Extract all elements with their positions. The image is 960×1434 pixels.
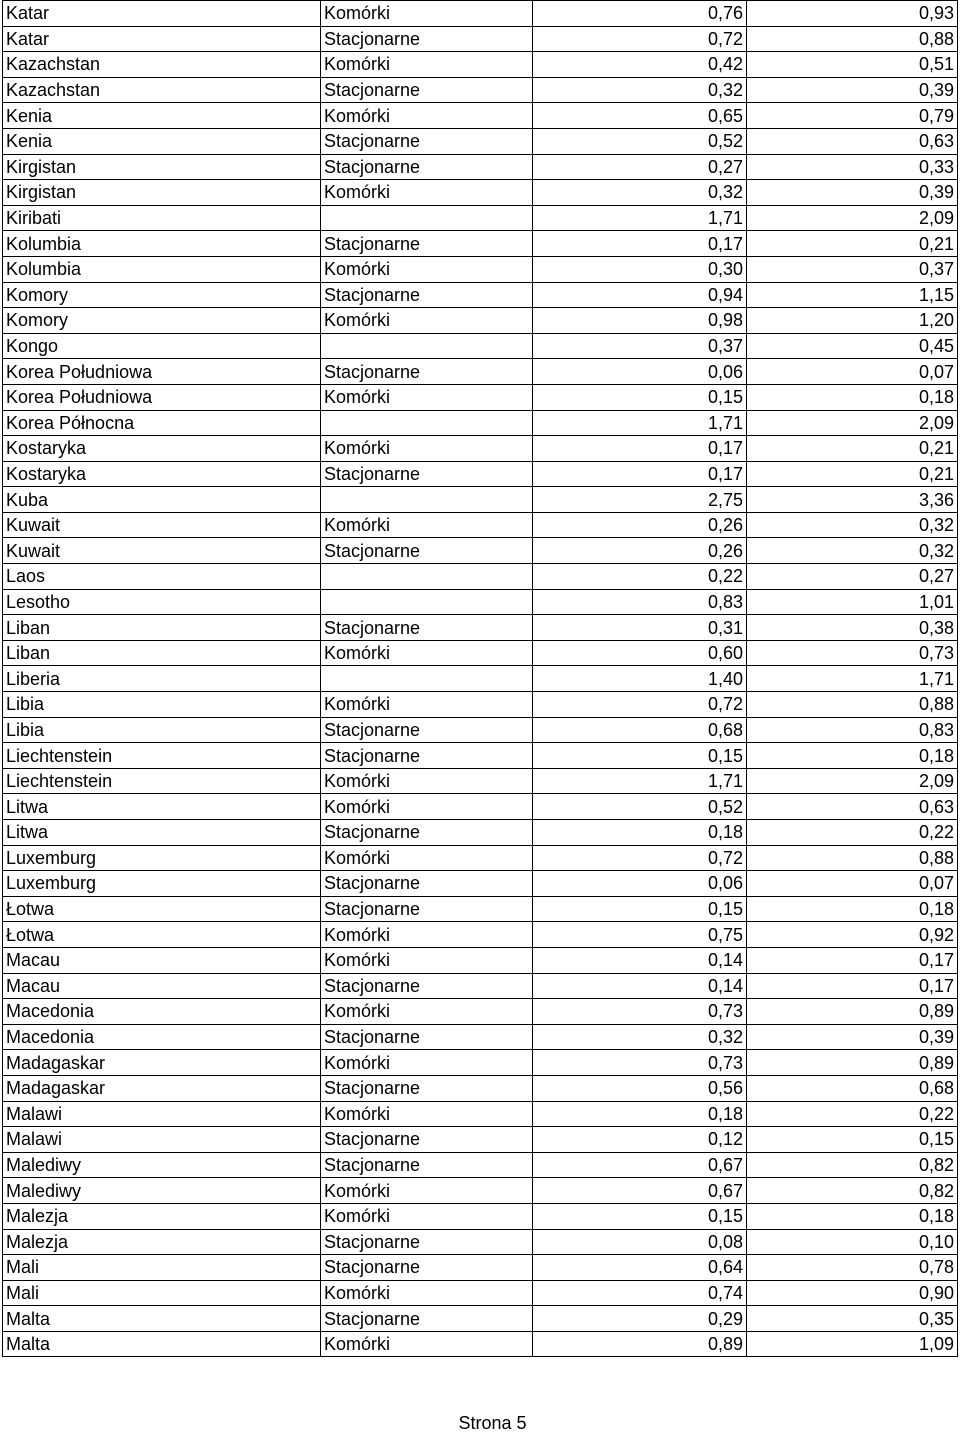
rate-2-cell: 0,21 [747,461,958,487]
line-type-cell: Stacjonarne [321,1229,533,1255]
line-type-cell: Komórki [321,52,533,78]
table-row [3,180,958,206]
table-row [3,487,958,513]
line-type-cell: Stacjonarne [321,77,533,103]
rate-1-cell: 0,60 [533,640,747,666]
rate-1-cell: 0,22 [533,564,747,590]
rate-1-cell: 0,06 [533,871,747,897]
table-row [3,77,958,103]
line-type-cell: Komórki [321,1,533,27]
country-cell: Madagaskar [3,1075,321,1101]
line-type-cell: Stacjonarne [321,717,533,743]
country-cell: Malta [3,1331,321,1357]
line-type-cell: Stacjonarne [321,231,533,257]
rate-2-cell: 0,89 [747,1050,958,1076]
line-type-cell: Stacjonarne [321,128,533,154]
country-cell: Komory [3,308,321,334]
table-row [3,1306,958,1332]
rate-2-cell: 0,37 [747,256,958,282]
rate-1-cell: 0,15 [533,384,747,410]
country-cell: Malediwy [3,1178,321,1204]
table-row [3,1127,958,1153]
rate-1-cell: 2,75 [533,487,747,513]
line-type-cell: Stacjonarne [321,359,533,385]
rate-2-cell: 0,22 [747,820,958,846]
rate-2-cell: 0,07 [747,871,958,897]
table-row [3,743,958,769]
line-type-cell: Komórki [321,692,533,718]
rate-1-cell: 0,94 [533,282,747,308]
rate-2-cell: 0,33 [747,154,958,180]
rate-1-cell: 0,17 [533,231,747,257]
rate-2-cell: 0,17 [747,947,958,973]
rate-2-cell: 0,78 [747,1255,958,1281]
country-cell: Liechtenstein [3,743,321,769]
rate-2-cell: 0,39 [747,77,958,103]
line-type-cell: Komórki [321,384,533,410]
line-type-cell: Komórki [321,103,533,129]
rate-2-cell: 1,09 [747,1331,958,1357]
rate-2-cell: 0,88 [747,692,958,718]
table-row [3,256,958,282]
country-cell: Lesotho [3,589,321,615]
rate-2-cell: 0,15 [747,1127,958,1153]
rate-2-cell: 3,36 [747,487,958,513]
rate-1-cell: 0,15 [533,743,747,769]
rates-table-body [3,1,958,1357]
rate-1-cell: 0,06 [533,359,747,385]
table-row [3,512,958,538]
table-row [3,538,958,564]
line-type-cell: Stacjonarne [321,743,533,769]
line-type-cell: Komórki [321,256,533,282]
country-cell: Kolumbia [3,256,321,282]
country-cell: Malawi [3,1127,321,1153]
rate-2-cell: 0,83 [747,717,958,743]
line-type-cell: Komórki [321,794,533,820]
table-row [3,692,958,718]
table-row [3,947,958,973]
country-cell: Macau [3,973,321,999]
rate-2-cell: 0,21 [747,436,958,462]
country-cell: Luxemburg [3,845,321,871]
line-type-cell: Komórki [321,1101,533,1127]
rate-1-cell: 0,17 [533,436,747,462]
table-row [3,103,958,129]
line-type-cell: Komórki [321,1050,533,1076]
rate-1-cell: 0,89 [533,1331,747,1357]
rate-2-cell: 0,89 [747,999,958,1025]
table-row [3,282,958,308]
line-type-cell: Stacjonarne [321,538,533,564]
line-type-cell: Stacjonarne [321,871,533,897]
country-cell: Łotwa [3,896,321,922]
rate-1-cell: 0,72 [533,692,747,718]
country-cell: Luxemburg [3,871,321,897]
country-cell: Litwa [3,820,321,846]
table-row [3,128,958,154]
rate-1-cell: 0,26 [533,512,747,538]
line-type-cell: Komórki [321,1331,533,1357]
rate-2-cell: 0,79 [747,103,958,129]
country-cell: Kirgistan [3,180,321,206]
rate-2-cell: 0,45 [747,333,958,359]
table-row [3,1050,958,1076]
rate-1-cell: 1,71 [533,205,747,231]
table-row [3,768,958,794]
rate-1-cell: 0,67 [533,1178,747,1204]
rate-2-cell: 0,68 [747,1075,958,1101]
rate-1-cell: 0,32 [533,77,747,103]
line-type-cell: Komórki [321,768,533,794]
line-type-cell: Komórki [321,1178,533,1204]
rate-2-cell: 0,22 [747,1101,958,1127]
country-cell: Liechtenstein [3,768,321,794]
line-type-cell [321,589,533,615]
table-row [3,1024,958,1050]
table-row [3,410,958,436]
rate-2-cell: 0,39 [747,180,958,206]
rate-2-cell: 0,88 [747,845,958,871]
rate-2-cell: 1,15 [747,282,958,308]
rate-1-cell: 0,83 [533,589,747,615]
country-cell: Malezja [3,1203,321,1229]
rate-1-cell: 0,37 [533,333,747,359]
country-cell: Liban [3,640,321,666]
rate-1-cell: 0,76 [533,1,747,27]
country-cell: Kostaryka [3,436,321,462]
country-cell: Kuwait [3,538,321,564]
rate-1-cell: 0,30 [533,256,747,282]
table-row [3,999,958,1025]
line-type-cell [321,333,533,359]
rate-1-cell: 0,42 [533,52,747,78]
line-type-cell: Stacjonarne [321,1255,533,1281]
line-type-cell: Stacjonarne [321,973,533,999]
line-type-cell [321,205,533,231]
rate-2-cell: 0,17 [747,973,958,999]
rate-2-cell: 0,82 [747,1152,958,1178]
rate-1-cell: 0,73 [533,999,747,1025]
rate-1-cell: 0,74 [533,1280,747,1306]
rate-1-cell: 0,64 [533,1255,747,1281]
rate-1-cell: 0,68 [533,717,747,743]
table-row [3,845,958,871]
country-cell: Madagaskar [3,1050,321,1076]
rate-1-cell: 0,52 [533,794,747,820]
rate-2-cell: 0,18 [747,743,958,769]
country-cell: Kenia [3,128,321,154]
table-row [3,871,958,897]
rate-2-cell: 0,27 [747,564,958,590]
rate-2-cell: 0,88 [747,26,958,52]
rate-2-cell: 0,63 [747,794,958,820]
rate-1-cell: 0,12 [533,1127,747,1153]
table-row [3,384,958,410]
rate-2-cell: 0,18 [747,896,958,922]
line-type-cell [321,487,533,513]
table-row [3,436,958,462]
table-row [3,1229,958,1255]
rate-2-cell: 0,39 [747,1024,958,1050]
country-cell: Kostaryka [3,461,321,487]
country-cell: Korea Południowa [3,384,321,410]
table-row [3,205,958,231]
rate-2-cell: 0,82 [747,1178,958,1204]
table-row [3,564,958,590]
rate-2-cell: 0,51 [747,52,958,78]
country-cell: Macedonia [3,1024,321,1050]
table-row [3,615,958,641]
table-row [3,794,958,820]
table-row [3,231,958,257]
line-type-cell: Stacjonarne [321,1306,533,1332]
rate-2-cell: 2,09 [747,768,958,794]
rate-2-cell: 0,32 [747,512,958,538]
rate-1-cell: 0,52 [533,128,747,154]
rate-1-cell: 0,67 [533,1152,747,1178]
rate-1-cell: 0,26 [533,538,747,564]
rate-2-cell: 0,21 [747,231,958,257]
rate-2-cell: 0,32 [747,538,958,564]
table-row [3,589,958,615]
line-type-cell: Stacjonarne [321,820,533,846]
rate-1-cell: 0,18 [533,1101,747,1127]
line-type-cell [321,410,533,436]
line-type-cell: Stacjonarne [321,461,533,487]
line-type-cell: Komórki [321,845,533,871]
rate-1-cell: 0,72 [533,26,747,52]
rate-1-cell: 0,72 [533,845,747,871]
line-type-cell: Komórki [321,999,533,1025]
rate-2-cell: 0,73 [747,640,958,666]
country-cell: Komory [3,282,321,308]
rate-1-cell: 0,14 [533,973,747,999]
rate-1-cell: 0,29 [533,1306,747,1332]
table-row [3,896,958,922]
country-cell: Kolumbia [3,231,321,257]
rate-1-cell: 0,15 [533,896,747,922]
table-row [3,1203,958,1229]
table-row [3,820,958,846]
table-row [3,1,958,27]
country-cell: Kuba [3,487,321,513]
country-cell: Kenia [3,103,321,129]
table-row [3,1331,958,1357]
country-cell: Malta [3,1306,321,1332]
line-type-cell: Stacjonarne [321,154,533,180]
line-type-cell: Stacjonarne [321,1024,533,1050]
table-row [3,52,958,78]
rate-1-cell: 0,18 [533,820,747,846]
rate-2-cell: 0,92 [747,922,958,948]
line-type-cell: Komórki [321,947,533,973]
table-row [3,1255,958,1281]
table-row [3,26,958,52]
rate-1-cell: 0,14 [533,947,747,973]
table-row [3,922,958,948]
table-row [3,1152,958,1178]
country-cell: Libia [3,717,321,743]
rate-1-cell: 0,56 [533,1075,747,1101]
page-footer: Strona 5 [458,1413,527,1433]
rate-1-cell: 0,73 [533,1050,747,1076]
country-cell: Kiribati [3,205,321,231]
rate-1-cell: 1,40 [533,666,747,692]
rate-2-cell: 0,63 [747,128,958,154]
rate-2-cell: 0,18 [747,384,958,410]
rate-1-cell: 0,31 [533,615,747,641]
rate-2-cell: 0,90 [747,1280,958,1306]
country-cell: Malawi [3,1101,321,1127]
country-cell: Liban [3,615,321,641]
line-type-cell: Komórki [321,640,533,666]
table-row [3,717,958,743]
rate-1-cell: 0,08 [533,1229,747,1255]
table-row [3,308,958,334]
rate-2-cell: 0,18 [747,1203,958,1229]
country-cell: Katar [3,1,321,27]
table-row [3,461,958,487]
rate-1-cell: 0,17 [533,461,747,487]
country-cell: Kongo [3,333,321,359]
country-cell: Laos [3,564,321,590]
country-cell: Korea Południowa [3,359,321,385]
rate-2-cell: 0,35 [747,1306,958,1332]
country-cell: Kazachstan [3,77,321,103]
rate-1-cell: 0,32 [533,1024,747,1050]
line-type-cell: Stacjonarne [321,1075,533,1101]
line-type-cell: Stacjonarne [321,282,533,308]
rate-2-cell: 1,71 [747,666,958,692]
country-cell: Libia [3,692,321,718]
table-row [3,359,958,385]
line-type-cell: Stacjonarne [321,615,533,641]
rate-1-cell: 0,32 [533,180,747,206]
line-type-cell: Stacjonarne [321,896,533,922]
line-type-cell: Stacjonarne [321,26,533,52]
country-cell: Kazachstan [3,52,321,78]
table-row [3,154,958,180]
rate-2-cell: 1,01 [747,589,958,615]
rates-table [2,0,958,1357]
country-cell: Malediwy [3,1152,321,1178]
rate-1-cell: 1,71 [533,410,747,436]
table-row [3,973,958,999]
country-cell: Mali [3,1255,321,1281]
line-type-cell: Komórki [321,1203,533,1229]
country-cell: Macedonia [3,999,321,1025]
rate-2-cell: 2,09 [747,205,958,231]
rate-2-cell: 0,10 [747,1229,958,1255]
rate-2-cell: 0,07 [747,359,958,385]
line-type-cell: Komórki [321,1280,533,1306]
country-cell: Łotwa [3,922,321,948]
rate-1-cell: 0,98 [533,308,747,334]
country-cell: Malezja [3,1229,321,1255]
rate-1-cell: 0,15 [533,1203,747,1229]
line-type-cell: Komórki [321,180,533,206]
table-row [3,1280,958,1306]
country-cell: Liberia [3,666,321,692]
line-type-cell: Komórki [321,308,533,334]
line-type-cell: Komórki [321,436,533,462]
rate-1-cell: 0,75 [533,922,747,948]
rate-2-cell: 0,93 [747,1,958,27]
rate-2-cell: 0,38 [747,615,958,641]
country-cell: Macau [3,947,321,973]
line-type-cell: Komórki [321,512,533,538]
line-type-cell [321,666,533,692]
rate-1-cell: 1,71 [533,768,747,794]
table-row [3,1075,958,1101]
table-row [3,1101,958,1127]
country-cell: Korea Północna [3,410,321,436]
line-type-cell: Stacjonarne [321,1152,533,1178]
rate-2-cell: 1,20 [747,308,958,334]
table-row [3,333,958,359]
line-type-cell [321,564,533,590]
country-cell: Kuwait [3,512,321,538]
line-type-cell: Komórki [321,922,533,948]
line-type-cell: Stacjonarne [321,1127,533,1153]
country-cell: Mali [3,1280,321,1306]
country-cell: Litwa [3,794,321,820]
rate-1-cell: 0,65 [533,103,747,129]
table-row [3,666,958,692]
rate-2-cell: 2,09 [747,410,958,436]
table-row [3,640,958,666]
rate-1-cell: 0,27 [533,154,747,180]
country-cell: Kirgistan [3,154,321,180]
table-row [3,1178,958,1204]
country-cell: Katar [3,26,321,52]
